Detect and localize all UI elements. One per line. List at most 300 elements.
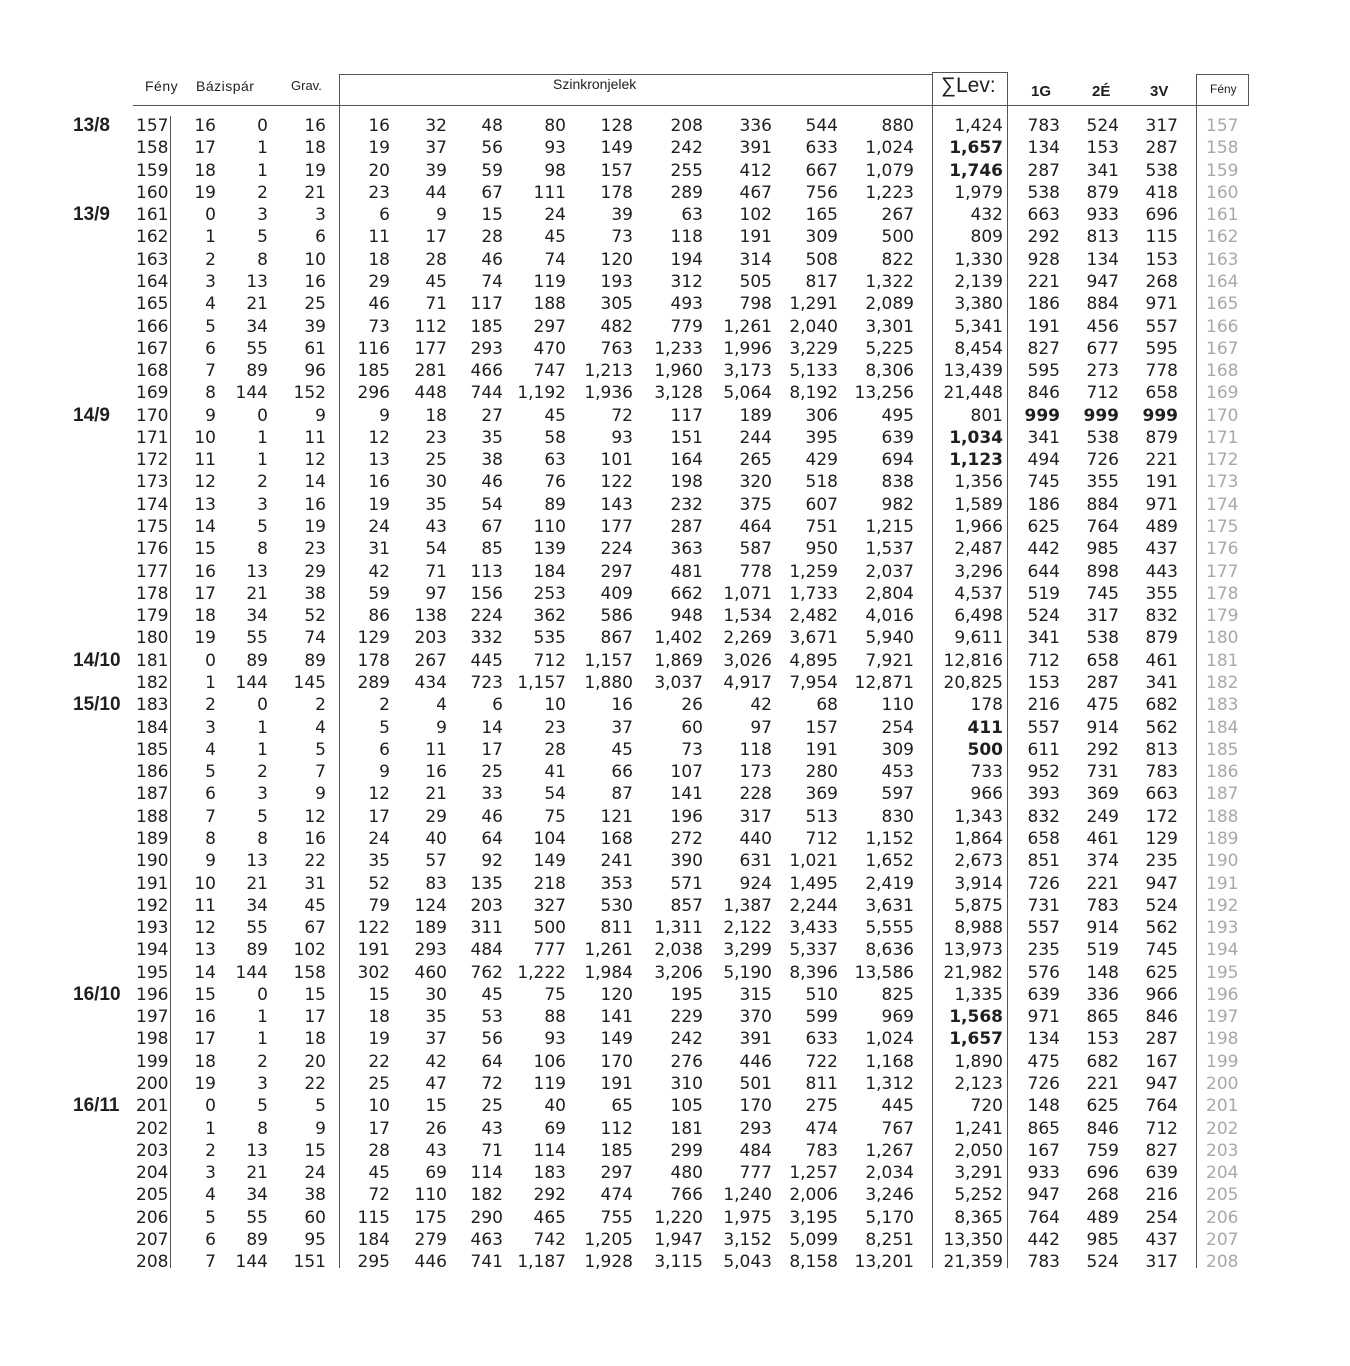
row-szinkron-2: 11	[425, 739, 447, 760]
row-szinkron-9: 13,256	[854, 383, 914, 404]
row-szinkron-3: 741	[470, 1252, 503, 1273]
row-szinkron-4: 1,222	[517, 962, 566, 983]
row-3v: 418	[1145, 182, 1178, 203]
row-szinkron-1: 59	[368, 583, 390, 604]
row-bazis-b: 13	[246, 271, 268, 292]
row-feny-right: 172	[1206, 450, 1239, 471]
row-2e: 745	[1086, 583, 1119, 604]
row-bazis-a: 18	[194, 1051, 216, 1072]
row-2e: 292	[1086, 739, 1119, 760]
row-lev: 411	[967, 717, 1003, 738]
row-3v: 764	[1145, 1096, 1178, 1117]
row-szinkron-6: 857	[670, 895, 703, 916]
row-szinkron-5: 177	[600, 517, 633, 538]
row-feny: 179	[136, 606, 169, 627]
row-feny: 190	[136, 851, 169, 872]
row-bazis-b: 5	[257, 227, 268, 248]
row-bazis-b: 2	[257, 472, 268, 493]
row-szinkron-4: 45	[544, 405, 566, 426]
row-szinkron-9: 8,636	[865, 940, 914, 961]
row-3v: 557	[1145, 316, 1178, 337]
row-szinkron-4: 362	[533, 606, 566, 627]
row-lev: 1,123	[949, 450, 1003, 471]
row-szinkron-9: 1,152	[865, 828, 914, 849]
row-3v: 832	[1145, 606, 1178, 627]
row-grav: 18	[304, 1029, 326, 1050]
row-feny: 171	[136, 427, 169, 448]
row-bazis-a: 16	[194, 1007, 216, 1028]
row-szinkron-3: 224	[470, 606, 503, 627]
row-szinkron-3: 54	[481, 494, 503, 515]
row-grav: 16	[304, 494, 326, 515]
row-date: 16/11	[73, 1095, 120, 1117]
row-feny: 180	[136, 628, 169, 649]
row-bazis-b: 1	[257, 138, 268, 159]
row-grav: 3	[315, 205, 326, 226]
row-grav: 18	[304, 138, 326, 159]
row-lev: 3,380	[954, 294, 1003, 315]
row-bazis-a: 10	[194, 873, 216, 894]
table-row	[0, 115, 1350, 137]
table-row	[0, 360, 1350, 382]
row-bazis-b: 144	[235, 383, 268, 404]
row-szinkron-9: 1,079	[865, 160, 914, 181]
row-lev: 1,568	[949, 1007, 1003, 1028]
row-1g: 928	[1027, 249, 1060, 270]
row-bazis-b: 0	[257, 116, 268, 136]
row-lev: 21,359	[943, 1252, 1003, 1273]
row-szinkron-2: 23	[425, 427, 447, 448]
row-szinkron-3: 466	[470, 361, 503, 382]
row-3v: 827	[1145, 1140, 1178, 1161]
row-lev: 1,241	[954, 1118, 1003, 1139]
row-szinkron-1: 6	[379, 739, 390, 760]
row-1g: 148	[1027, 1096, 1060, 1117]
row-szinkron-5: 168	[600, 828, 633, 849]
table-row	[0, 627, 1350, 649]
row-2e: 783	[1086, 895, 1119, 916]
row-szinkron-8: 8,396	[789, 962, 838, 983]
row-szinkron-1: 9	[379, 762, 390, 783]
row-bazis-b: 21	[246, 583, 268, 604]
row-bazis-b: 89	[246, 940, 268, 961]
row-szinkron-1: 42	[368, 561, 390, 582]
row-grav: 102	[293, 940, 326, 961]
row-szinkron-7: 505	[739, 271, 772, 292]
row-1g: 524	[1027, 606, 1060, 627]
row-szinkron-1: 5	[379, 717, 390, 738]
row-bazis-a: 0	[205, 650, 216, 671]
row-1g: 475	[1027, 1051, 1060, 1072]
row-2e: 475	[1086, 695, 1119, 716]
row-grav: 151	[293, 1252, 326, 1273]
row-szinkron-1: 20	[368, 160, 390, 181]
row-szinkron-6: 948	[670, 606, 703, 627]
row-szinkron-4: 188	[533, 294, 566, 315]
row-szinkron-4: 28	[544, 739, 566, 760]
row-bazis-a: 14	[194, 962, 216, 983]
row-szinkron-2: 37	[425, 1029, 447, 1050]
row-1g: 519	[1027, 583, 1060, 604]
row-feny-right: 202	[1206, 1118, 1239, 1139]
row-feny: 208	[136, 1252, 169, 1273]
row-lev: 3,296	[954, 561, 1003, 582]
row-szinkron-2: 25	[425, 450, 447, 471]
row-szinkron-9: 1,312	[865, 1074, 914, 1095]
row-3v: 971	[1145, 494, 1178, 515]
row-1g: 764	[1027, 1207, 1060, 1228]
row-szinkron-7: 2,122	[723, 918, 772, 939]
row-szinkron-5: 141	[600, 1007, 633, 1028]
row-szinkron-1: 29	[368, 271, 390, 292]
row-szinkron-7: 336	[739, 116, 772, 136]
table-row	[0, 761, 1350, 783]
row-szinkron-9: 1,215	[865, 517, 914, 538]
row-szinkron-4: 75	[544, 984, 566, 1005]
row-szinkron-4: 470	[533, 338, 566, 359]
row-szinkron-4: 218	[533, 873, 566, 894]
row-feny-right: 204	[1206, 1163, 1239, 1184]
row-feny: 197	[136, 1007, 169, 1028]
row-szinkron-1: 46	[368, 294, 390, 315]
table-row	[0, 271, 1350, 293]
row-grav: 145	[293, 673, 326, 693]
row-bazis-b: 0	[257, 984, 268, 1005]
row-szinkron-8: 306	[805, 405, 838, 426]
row-szinkron-5: 1,205	[584, 1230, 633, 1250]
row-feny-right: 176	[1206, 539, 1239, 560]
row-szinkron-3: 71	[481, 1140, 503, 1161]
row-grav: 96	[304, 361, 326, 382]
row-szinkron-5: 143	[600, 494, 633, 515]
row-grav: 15	[304, 1140, 326, 1161]
row-feny-right: 200	[1206, 1074, 1239, 1095]
row-szinkron-2: 44	[425, 182, 447, 203]
row-grav: 23	[304, 539, 326, 560]
table-row	[0, 1118, 1350, 1140]
row-szinkron-9: 880	[881, 116, 914, 136]
row-szinkron-5: 120	[600, 249, 633, 270]
row-szinkron-8: 191	[805, 739, 838, 760]
row-grav: 52	[304, 606, 326, 627]
row-szinkron-5: 178	[600, 182, 633, 203]
row-szinkron-8: 756	[805, 182, 838, 203]
row-szinkron-1: 295	[357, 1252, 390, 1273]
row-szinkron-7: 97	[750, 717, 772, 738]
row-1g: 186	[1027, 294, 1060, 315]
row-feny: 196	[136, 984, 169, 1005]
row-szinkron-5: 586	[600, 606, 633, 627]
row-szinkron-3: 744	[470, 383, 503, 404]
row-lev: 13,350	[943, 1230, 1003, 1250]
row-szinkron-4: 183	[533, 1163, 566, 1184]
row-feny-right: 197	[1206, 1007, 1239, 1028]
row-2e: 374	[1086, 851, 1119, 872]
row-szinkron-1: 17	[368, 1118, 390, 1139]
row-1g: 851	[1027, 851, 1060, 872]
row-szinkron-6: 1,311	[654, 918, 703, 939]
row-szinkron-7: 314	[739, 249, 772, 270]
row-grav: 11	[304, 427, 326, 448]
row-szinkron-7: 170	[739, 1096, 772, 1117]
row-szinkron-5: 112	[600, 1118, 633, 1139]
row-grav: 4	[315, 717, 326, 738]
row-3v: 216	[1145, 1185, 1178, 1206]
row-szinkron-8: 3,195	[789, 1207, 838, 1228]
row-feny-right: 164	[1206, 271, 1239, 292]
table-row	[0, 1207, 1350, 1229]
row-feny: 170	[136, 405, 169, 426]
row-feny-right: 206	[1206, 1207, 1239, 1228]
row-szinkron-1: 122	[357, 918, 390, 939]
row-szinkron-9: 1,024	[865, 138, 914, 159]
row-szinkron-7: 173	[739, 762, 772, 783]
row-szinkron-6: 571	[670, 873, 703, 894]
row-2e: 985	[1086, 1230, 1119, 1250]
row-1g: 292	[1027, 227, 1060, 248]
row-2e: 884	[1086, 494, 1119, 515]
row-szinkron-5: 297	[600, 1163, 633, 1184]
row-szinkron-4: 63	[544, 450, 566, 471]
row-2e: 341	[1086, 160, 1119, 181]
row-szinkron-7: 228	[739, 784, 772, 805]
row-szinkron-6: 73	[681, 739, 703, 760]
row-bazis-b: 13	[246, 561, 268, 582]
row-lev: 8,365	[954, 1207, 1003, 1228]
row-szinkron-4: 114	[533, 1140, 566, 1161]
row-szinkron-2: 460	[414, 962, 447, 983]
table-row	[0, 806, 1350, 828]
row-szinkron-3: 33	[481, 784, 503, 805]
row-szinkron-6: 26	[681, 695, 703, 716]
row-szinkron-5: 157	[600, 160, 633, 181]
row-1g: 221	[1027, 271, 1060, 292]
row-date: 16/10	[73, 983, 121, 1005]
row-feny-right: 169	[1206, 383, 1239, 404]
row-grav: 95	[304, 1230, 326, 1250]
row-feny: 207	[136, 1230, 169, 1250]
row-szinkron-3: 25	[481, 762, 503, 783]
row-szinkron-3: 53	[481, 1007, 503, 1028]
row-szinkron-3: 117	[470, 294, 503, 315]
row-3v: 663	[1145, 784, 1178, 805]
row-szinkron-6: 196	[670, 806, 703, 827]
header-grav: Grav.	[291, 78, 322, 93]
row-lev: 1,979	[954, 182, 1003, 203]
row-szinkron-8: 2,006	[789, 1185, 838, 1206]
row-bazis-a: 5	[205, 1207, 216, 1228]
row-szinkron-7: 189	[739, 405, 772, 426]
row-1g: 167	[1027, 1140, 1060, 1161]
row-szinkron-9: 267	[881, 205, 914, 226]
row-szinkron-1: 13	[368, 450, 390, 471]
row-szinkron-7: 631	[739, 851, 772, 872]
table-row	[0, 1073, 1350, 1095]
row-szinkron-3: 113	[470, 561, 503, 582]
row-bazis-a: 19	[194, 182, 216, 203]
row-1g: 153	[1027, 673, 1060, 693]
row-szinkron-5: 1,880	[584, 673, 633, 693]
row-feny: 157	[136, 116, 169, 136]
row-bazis-a: 14	[194, 517, 216, 538]
row-szinkron-6: 363	[670, 539, 703, 560]
row-szinkron-9: 982	[881, 494, 914, 515]
header-bottom-rule	[133, 105, 1249, 106]
row-szinkron-6: 1,220	[654, 1207, 703, 1228]
row-szinkron-8: 3,671	[789, 628, 838, 649]
row-2e: 355	[1086, 472, 1119, 493]
row-szinkron-2: 18	[425, 405, 447, 426]
row-szinkron-3: 48	[481, 116, 503, 136]
row-feny: 159	[136, 160, 169, 181]
row-bazis-b: 1	[257, 1007, 268, 1028]
row-3v: 947	[1145, 1074, 1178, 1095]
row-szinkron-9: 597	[881, 784, 914, 805]
row-szinkron-4: 88	[544, 1007, 566, 1028]
row-szinkron-8: 165	[805, 205, 838, 226]
row-1g: 726	[1027, 1074, 1060, 1095]
row-szinkron-9: 2,804	[865, 583, 914, 604]
row-bazis-b: 2	[257, 762, 268, 783]
row-bazis-a: 6	[205, 784, 216, 805]
row-feny: 200	[136, 1074, 169, 1095]
row-szinkron-1: 24	[368, 828, 390, 849]
row-3v: 658	[1145, 383, 1178, 404]
row-szinkron-6: 181	[670, 1118, 703, 1139]
row-szinkron-3: 185	[470, 316, 503, 337]
row-bazis-b: 21	[246, 294, 268, 315]
row-szinkron-9: 13,586	[854, 962, 914, 983]
row-1g: 783	[1027, 116, 1060, 136]
feny-top-rule	[1196, 74, 1249, 75]
table-row	[0, 137, 1350, 159]
table-row	[0, 1051, 1350, 1073]
row-2e: 369	[1086, 784, 1119, 805]
row-3v: 235	[1145, 851, 1178, 872]
row-feny-right: 159	[1206, 160, 1239, 181]
row-bazis-b: 2	[257, 1051, 268, 1072]
row-bazis-a: 2	[205, 1140, 216, 1161]
table-row	[0, 316, 1350, 338]
row-grav: 22	[304, 851, 326, 872]
header-feny: Fény	[145, 78, 179, 94]
row-szinkron-5: 1,928	[584, 1252, 633, 1273]
row-szinkron-3: 14	[481, 717, 503, 738]
row-szinkron-8: 599	[805, 1007, 838, 1028]
row-lev: 6,498	[954, 606, 1003, 627]
row-szinkron-5: 93	[611, 427, 633, 448]
row-lev: 1,343	[954, 806, 1003, 827]
row-lev: 1,966	[954, 517, 1003, 538]
row-szinkron-2: 446	[414, 1252, 447, 1273]
row-szinkron-3: 64	[481, 1051, 503, 1072]
row-szinkron-7: 315	[739, 984, 772, 1005]
row-2e: 696	[1086, 1163, 1119, 1184]
row-feny-right: 181	[1206, 650, 1239, 671]
row-grav: 5	[315, 1096, 326, 1117]
row-grav: 89	[304, 650, 326, 671]
row-szinkron-8: 429	[805, 450, 838, 471]
table-row	[0, 583, 1350, 605]
row-szinkron-9: 453	[881, 762, 914, 783]
table-row	[0, 204, 1350, 226]
row-2e: 731	[1086, 762, 1119, 783]
row-feny: 176	[136, 539, 169, 560]
rule-right-edge	[1248, 74, 1249, 106]
row-szinkron-9: 7,921	[865, 650, 914, 671]
row-1g: 832	[1027, 806, 1060, 827]
row-szinkron-7: 464	[739, 517, 772, 538]
row-feny-right: 191	[1206, 873, 1239, 894]
row-szinkron-2: 16	[425, 762, 447, 783]
row-szinkron-7: 412	[739, 160, 772, 181]
table-row	[0, 538, 1350, 560]
row-lev: 3,914	[954, 873, 1003, 894]
row-szinkron-3: 203	[470, 895, 503, 916]
table-row	[0, 561, 1350, 583]
row-szinkron-1: 16	[368, 472, 390, 493]
row-szinkron-5: 122	[600, 472, 633, 493]
row-bazis-b: 5	[257, 806, 268, 827]
row-szinkron-6: 1,947	[654, 1230, 703, 1250]
row-szinkron-2: 28	[425, 249, 447, 270]
row-szinkron-9: 5,940	[865, 628, 914, 649]
row-szinkron-5: 353	[600, 873, 633, 894]
row-2e: 999	[1083, 405, 1119, 426]
row-szinkron-1: 178	[357, 650, 390, 671]
row-2e: 764	[1086, 517, 1119, 538]
row-szinkron-9: 822	[881, 249, 914, 270]
row-szinkron-5: 87	[611, 784, 633, 805]
row-lev: 13,973	[943, 940, 1003, 961]
row-szinkron-7: 2,269	[723, 628, 772, 649]
row-bazis-b: 1	[257, 450, 268, 471]
row-bazis-b: 2	[257, 182, 268, 203]
row-szinkron-8: 8,158	[789, 1252, 838, 1273]
row-3v: 355	[1145, 583, 1178, 604]
row-feny: 167	[136, 338, 169, 359]
row-szinkron-3: 27	[481, 405, 503, 426]
row-bazis-a: 1	[205, 673, 216, 693]
row-szinkron-4: 80	[544, 116, 566, 136]
row-szinkron-2: 32	[425, 116, 447, 136]
row-szinkron-3: 67	[481, 182, 503, 203]
row-bazis-a: 9	[205, 405, 216, 426]
row-szinkron-6: 229	[670, 1007, 703, 1028]
row-szinkron-4: 292	[533, 1185, 566, 1206]
row-feny-right: 163	[1206, 249, 1239, 270]
row-szinkron-5: 530	[600, 895, 633, 916]
row-lev: 12,816	[943, 650, 1003, 671]
row-szinkron-9: 13,201	[854, 1252, 914, 1273]
row-szinkron-1: 115	[357, 1207, 390, 1228]
table-row	[0, 984, 1350, 1006]
row-lev: 1,034	[949, 427, 1003, 448]
row-szinkron-8: 309	[805, 227, 838, 248]
row-szinkron-2: 35	[425, 1007, 447, 1028]
row-grav: 60	[304, 1207, 326, 1228]
row-bazis-a: 19	[194, 628, 216, 649]
row-feny: 161	[136, 205, 169, 226]
row-grav: 6	[315, 227, 326, 248]
row-feny-right: 208	[1206, 1252, 1239, 1273]
row-szinkron-8: 811	[805, 1074, 838, 1095]
row-3v: 639	[1145, 1163, 1178, 1184]
row-szinkron-7: 3,299	[723, 940, 772, 961]
row-szinkron-2: 26	[425, 1118, 447, 1139]
table-row	[0, 427, 1350, 449]
row-2e: 134	[1086, 249, 1119, 270]
